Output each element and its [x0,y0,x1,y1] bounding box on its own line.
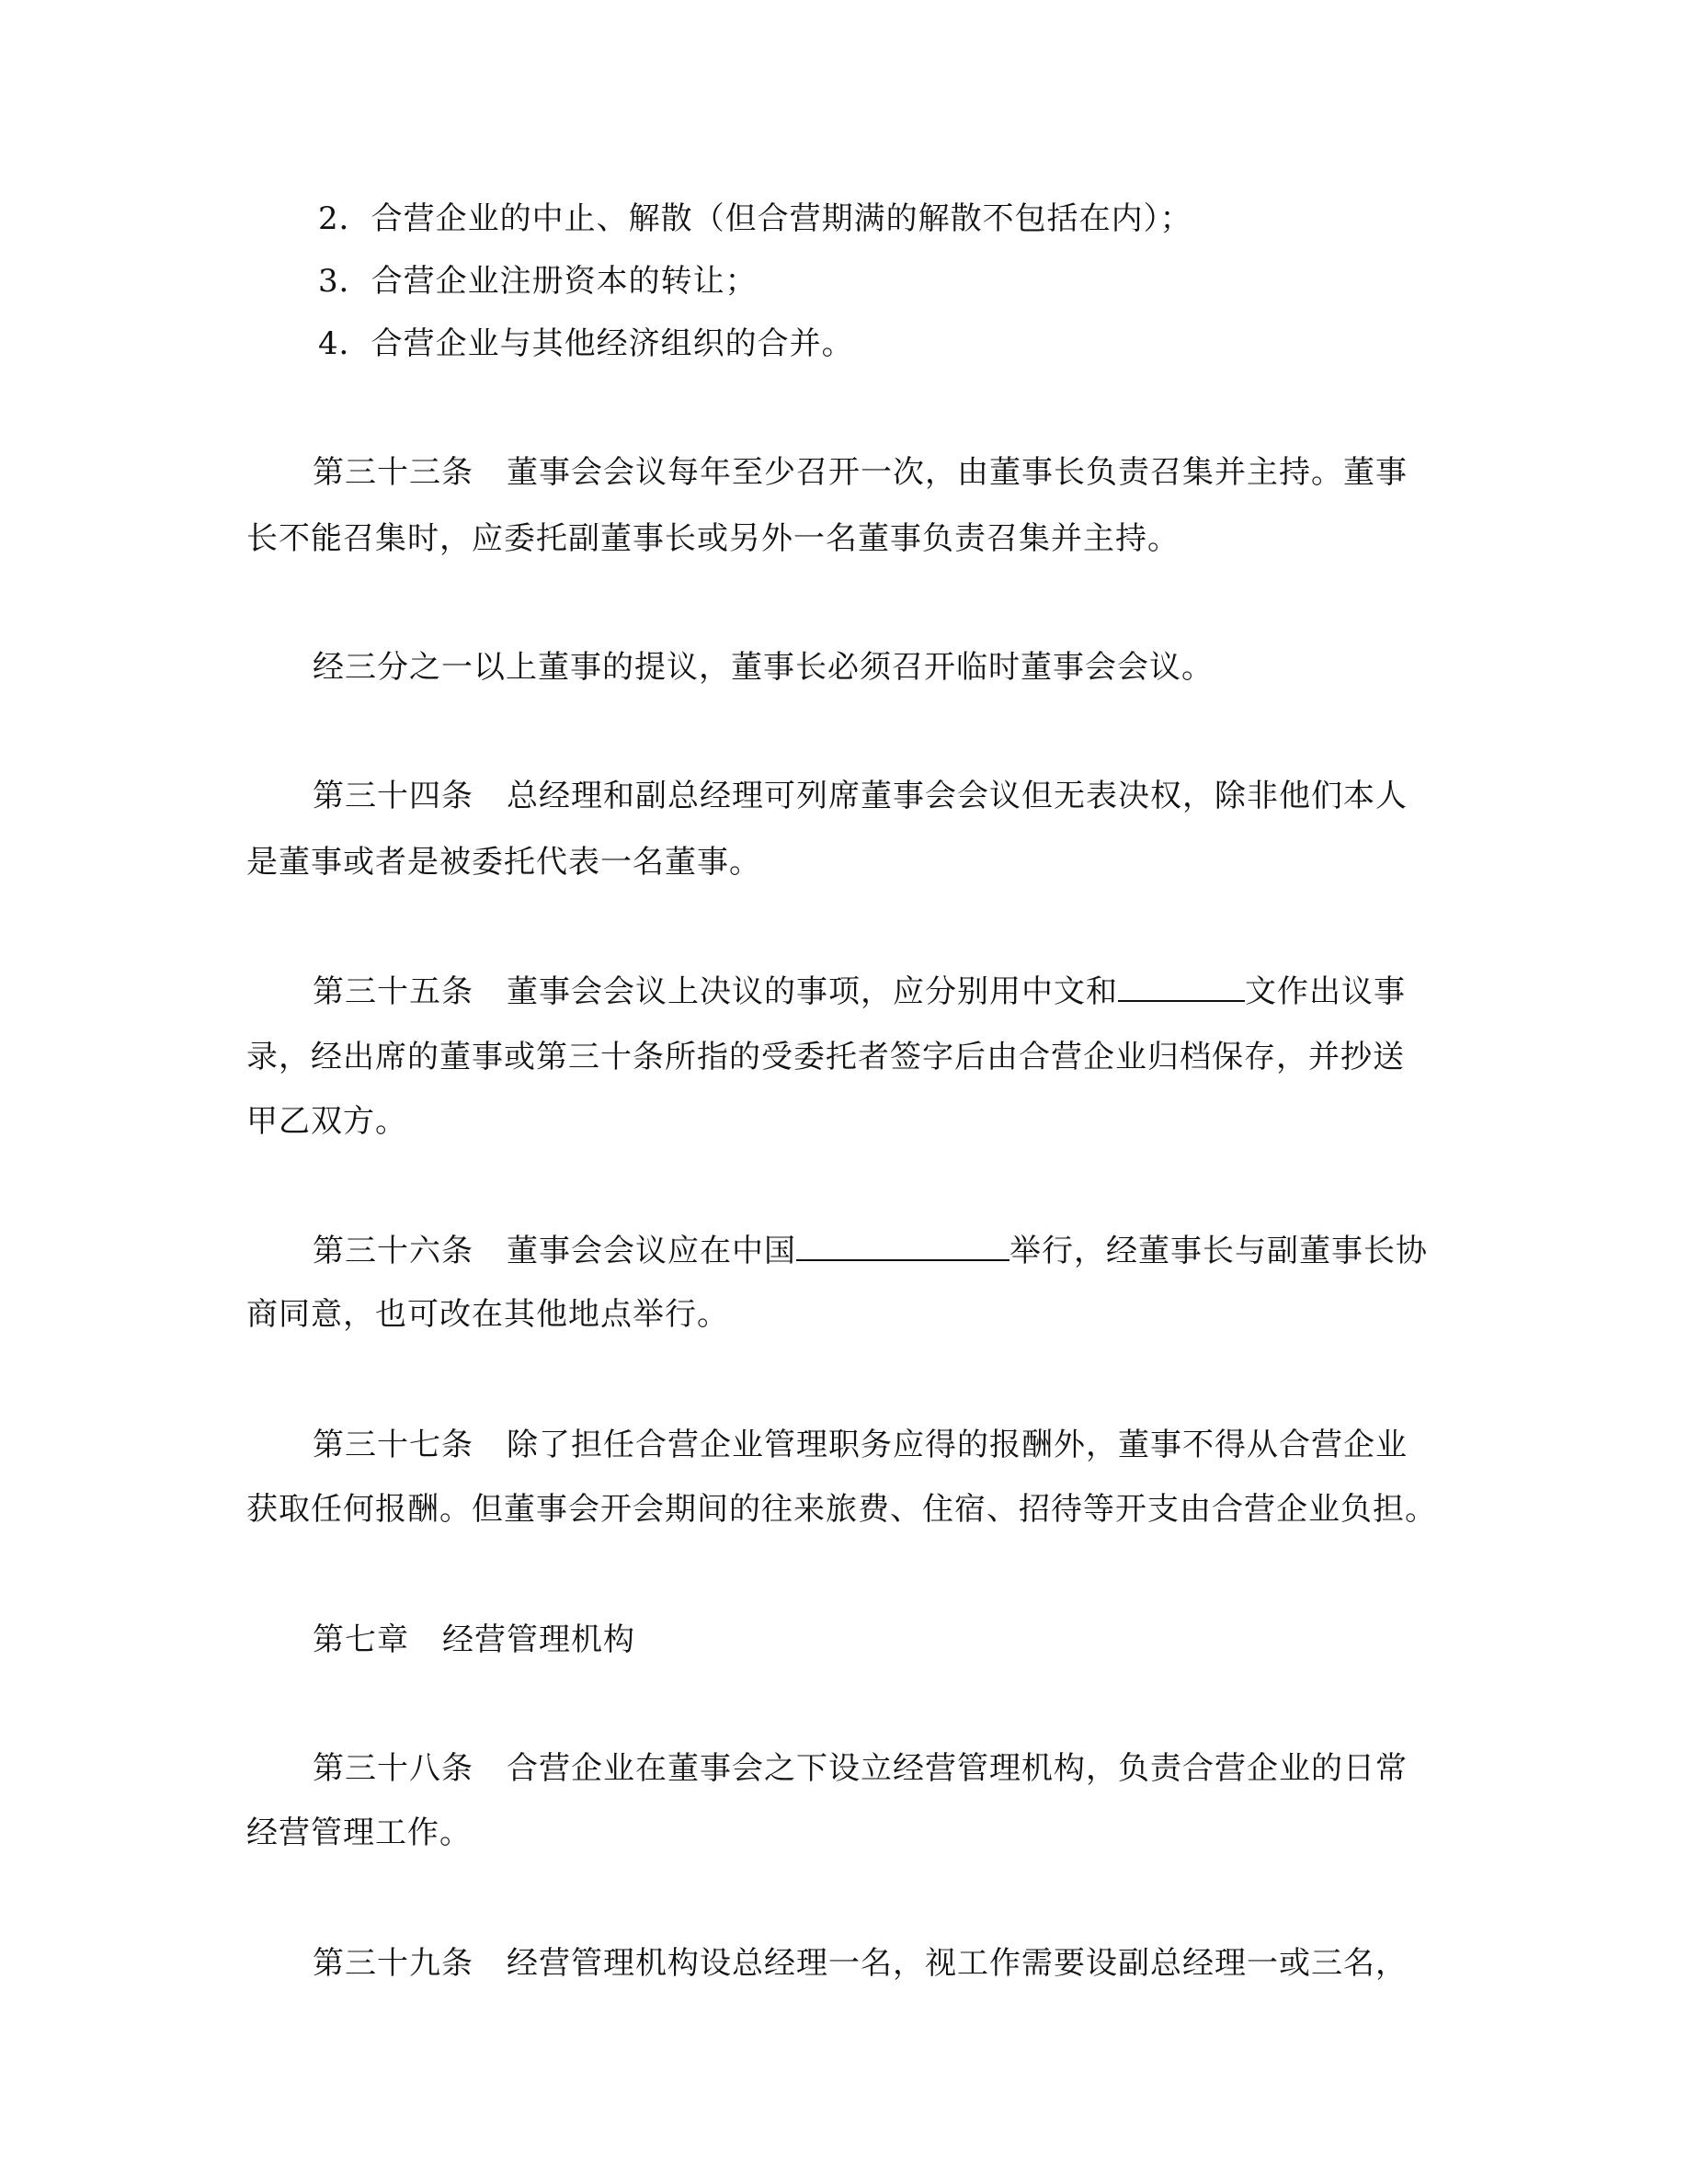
list-item-number: 3． [318,263,371,300]
location-blank[interactable] [796,1232,1009,1261]
article-39-line-1 [313,1945,1408,1982]
article-33-line-1 [313,454,1408,491]
article-text: 合营企业在董事会之下设立经营管理机构，负责合营企业的日常 [507,1750,1408,1787]
article-34-line-2 [246,844,761,881]
chapter-label: 第七章 [313,1621,409,1658]
list-item-text: 合营企业的中止、解散（但合营期满的解散不包括在内）； [371,200,1192,237]
article-text: 总经理和副总经理可列席董事会会议但无表决权，除非他们本人 [507,778,1408,814]
article-text: 董事会会议应在中国 [507,1233,796,1269]
article-label: 第三十七条 [313,1427,473,1463]
article-text: 长不能召集时，应委托副董事长或另外一名董事负责召集并主持。 [246,520,1180,557]
article-text: 举行，经董事长与副董事长协 [1009,1233,1428,1269]
article-text: 经营管理工作。 [246,1814,472,1851]
article-text: 甲乙双方。 [246,1103,407,1140]
article-35-line-1 [313,973,1406,1010]
article-35-line-2 [246,1039,1405,1075]
article-text: 是董事或者是被委托代表一名董事。 [246,844,761,881]
list-item-4 [318,325,854,362]
article-label: 第三十五条 [313,973,473,1010]
article-33-paragraph-2 [313,649,1214,686]
article-37-line-2 [246,1491,1437,1528]
article-text: 商同意，也可改在其他地点举行。 [246,1296,729,1333]
article-label: 第三十三条 [313,454,473,491]
article-36-line-2 [246,1296,729,1333]
article-38-line-1 [313,1750,1408,1787]
list-item-2 [318,200,1192,237]
article-text: 经营管理机构设总经理一名，视工作需要设副总经理一或三名， [507,1945,1408,1982]
article-35-line-3 [246,1103,407,1140]
article-text: 董事会会议每年至少召开一次，由董事长负责召集并主持。董事 [507,454,1408,491]
article-text: 除了担任合营企业管理职务应得的报酬外，董事不得从合营企业 [507,1427,1408,1463]
article-34-line-1 [313,778,1408,814]
article-label: 第三十九条 [313,1945,473,1982]
article-text: 经三分之一以上董事的提议，董事长必须召开临时董事会会议。 [313,649,1214,686]
list-item-number: 4． [318,325,371,362]
article-text: 董事会会议上决议的事项，应分别用中文和 [507,973,1118,1010]
article-37-line-1 [313,1427,1408,1463]
chapter-title: 经营管理机构 [442,1621,635,1658]
chapter-7-heading [313,1621,635,1658]
article-label: 第三十四条 [313,778,473,814]
list-item-3 [318,263,758,300]
list-item-number: 2． [318,200,371,237]
article-text: 获取任何报酬。但董事会开会期间的往来旅费、住宿、招待等开支由合营企业负担。 [246,1491,1437,1528]
article-text: 文作出议事 [1245,973,1406,1010]
list-item-text: 合营企业注册资本的转让； [371,263,758,300]
language-blank[interactable] [1118,973,1245,1002]
article-38-line-2 [246,1814,472,1851]
article-33-line-2 [246,520,1180,557]
article-label: 第三十六条 [313,1233,473,1269]
list-item-text: 合营企业与其他经济组织的合并。 [371,325,854,362]
article-label: 第三十八条 [313,1750,473,1787]
article-36-line-1 [313,1232,1428,1269]
article-text: 录，经出席的董事或第三十条所指的受委托者签字后由合营企业归档保存，并抄送 [246,1039,1405,1075]
